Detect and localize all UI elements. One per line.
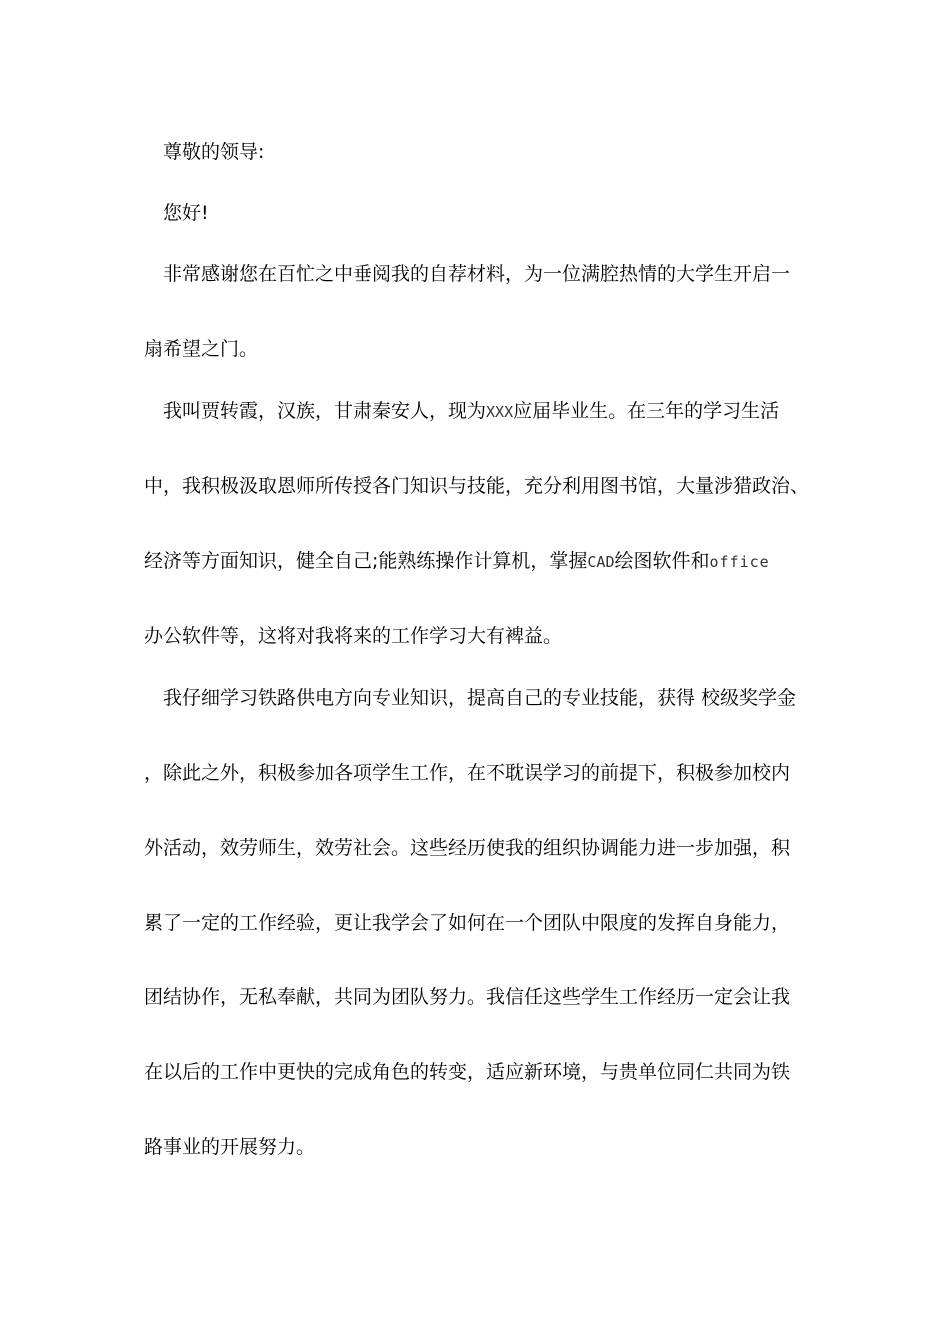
text-segment: 绘图软件和 [614, 550, 710, 572]
software-name: office [709, 553, 770, 571]
salutation: 尊敬的领导: [163, 141, 265, 163]
paragraph-3-line-6: 在以后的工作中更快的完成角色的转变，适应新环境，与贵单位同仁共同为铁 [144, 1061, 791, 1083]
paragraph-2-line-2: 中，我积极汲取恩师所传授各门知识与技能，充分利用图书馆，大量涉猎政治、 [144, 475, 810, 497]
paragraph-1-line-1: 非常感谢您在百忙之中垂阅我的自荐材料，为一位满腔热情的大学生开启一 [163, 263, 791, 285]
text-segment: 应届毕业生。在三年的学习生活 [513, 400, 780, 422]
paragraph-2-line-4: 办公软件等，这将对我将来的工作学习大有裨益。 [144, 625, 563, 647]
school-placeholder: XXX [486, 403, 514, 421]
text-segment: 经济等方面知识，健全自己;能熟练操作计算机，掌握 [144, 550, 588, 572]
paragraph-1-line-2: 扇希望之门。 [144, 338, 259, 360]
greeting: 您好! [163, 202, 209, 224]
paragraph-3-line-3: 外活动，效劳师生，效劳社会。这些经历使我的组织协调能力进一步加强，积 [144, 837, 791, 859]
paragraph-2-line-3 [144, 545, 824, 577]
paragraph-2-line-1 [163, 395, 843, 427]
paragraph-3-line-1: 我仔细学习铁路供电方向专业知识，提高自己的专业技能，获得 校级奖学金 [163, 687, 797, 709]
software-name: CAD [587, 553, 615, 571]
paragraph-3-line-5: 团结协作，无私奉献，共同为团队努力。我信任这些学生工作经历一定会让我 [144, 986, 791, 1008]
paragraph-3-line-2: ，除此之外，积极参加各项学生工作，在不耽误学习的前提下，积极参加校内 [144, 762, 791, 784]
text-segment: 我叫贾转霞，汉族，甘肃秦安人，现为 [163, 400, 487, 422]
paragraph-3-line-4: 累了一定的工作经验，更让我学会了如何在一个团队中限度的发挥自身能力， [144, 912, 791, 934]
paragraph-3-line-7: 路事业的开展努力。 [144, 1136, 316, 1158]
